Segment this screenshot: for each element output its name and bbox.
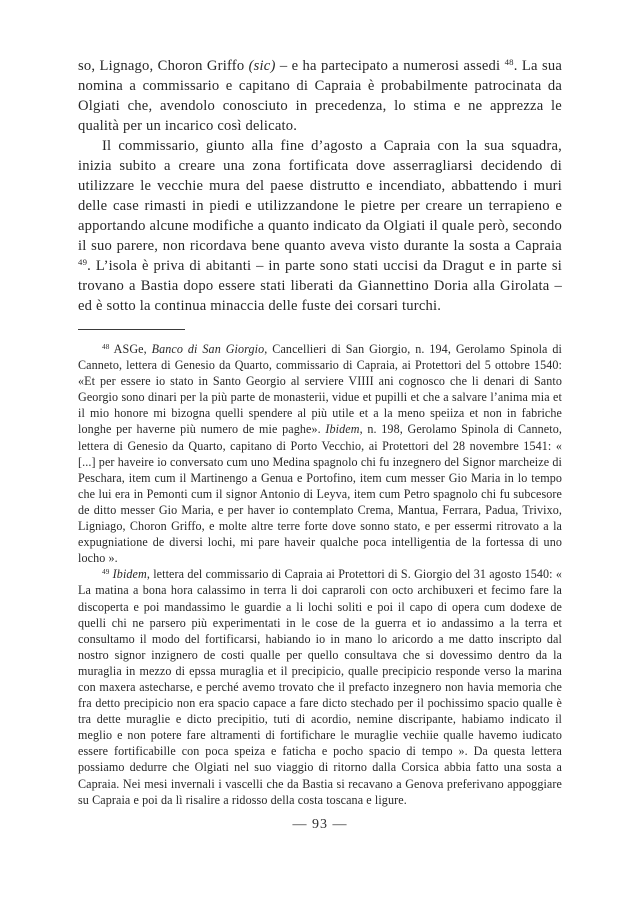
text-segment: . La sua nomina a commissario e capitano di Capraia è probabilmente patrocinata da Olgiati che, avendolo conosciuto in precedenza, lo stima e ne apprezza le qualità per un incarico così delicato. <box>78 58 562 134</box>
footnote <box>78 341 562 566</box>
text-segment: – e ha partecipato a numerosi assedi <box>275 58 505 74</box>
page-number: — 93 — <box>292 816 348 832</box>
page-footer <box>78 817 562 833</box>
paragraph <box>78 136 562 316</box>
text-segment: Ibidem <box>325 422 360 437</box>
footnote <box>78 566 562 807</box>
main-text <box>78 56 562 316</box>
text-segment: . L’isola è priva di abitanti – in parte sono stati uccisi da Dragut e in parte si trovano a Bastia dopo essere stati liberati da Giannettino Doria alla Girolata – ed è sotto la continua minaccia delle fuste dei corsari turchi. <box>78 258 562 314</box>
footnote-separator <box>78 329 185 330</box>
footnote-marker: 49 <box>102 568 110 577</box>
text-segment: , lettera del commissario di Capraia ai Protettori di S. Giorgio del 31 agosto 1540: « La matina a bona hora calassimo in terra li doi capraroli con octo archibuxeri et fecimo fare la discoperta e poi mandassimo le guardie a li lochi soliti e poi il capo di opera cum dodexe de quelli chi ne parsero più experimentati in le cose de la guerra et io andassimo a la terra et consultamo il modo del fortificarsi, habiando io in mano lo aricordo a me datto inscripto dal nostro signor inzignero de costi qualle per quello consultava che si dovessimo dentro da la muraglia in mezzo di epssa muraglia et il precipicio, qualle precipicio responde verso la marina con maxera astecharse, e perché avemo trovato che il prefacto inzegnero non havia memoria che fra detto precipicio non era spacio capace a fare dicto stechado per il pochissimo spacio qualle è tra dette muraglie e dicto precipitio, tuti di acordio, nemine discripante, habiamo indicato il meglio e non potere fare altramenti di fortifichare le muraglie vechiie qualle havemo iudicato essere fortificabille con poca speiza e faticha e pocho spacio di tempo ». Da questa lettera possiamo dedurre che Olgiati nel suo viaggio di ritorno dalla Corsica abbia fatto una sosta a Capraia. Nei mesi invernali i vascelli che da Bastia si recavano a Genova preferivano appoggiare su Capraia e poi da lì risalire a ridosso della costa toscana e ligure. <box>78 567 563 807</box>
text-segment: , n. 198, Gerolamo Spinola di Canneto, lettera di Genesio da Quarto, capitano di Porto Vecchio, ai Protettori del 28 novembre 1541: « [...] per haveire io conversato cum uno Medina spagnolo chi fu inzegnero del Signor marcheize di Peschara, item cum il Martinengo a Genua e Portofino, item cum messer Gio Maria in lo tempo che lui era in Pemonti cum il signor Antonio di Leyva, item cum Petro spagnolo chi fu subcesore de ditto messer Gio Maria, e per haver io contemplato Crema, Mantua, Ferrara, Padua, Trivixo, Ligniago, Choron Griffo, e molte altre terre forte dove sonno stato, e per essermi ritrovato a la expugniatione de diversi lochi, mi pare haveir qualche poca intelligentia de la fortessa di uno locho ». <box>78 422 562 566</box>
text-segment: (sic) <box>248 58 276 74</box>
footnote-reference: 49 <box>78 257 88 268</box>
text-segment: so, Lignago, Choron Griffo <box>78 58 249 74</box>
text-segment: , Cancellieri di San Giorgio, n. 194, Gerolamo Spinola di Canneto, lettera di Genesio da Quarto, commissario di Capraia, ai Protettori del 5 ottobre 1540: «Et per essere io stato in Santo Georgio al serviere VIIII ani cognosco che li denari di Santo Georgio sono dinari per la più parte de monasterii, vidue et pupilli et che a salvare l’anima mia et il mio honore mi bizogna quelli spendere al più utile et a la meno speiiza et non in fabriche longhe per haverne più numero de mie paghe». <box>78 342 562 437</box>
text-segment: Ibidem <box>112 567 147 582</box>
text-segment: Banco di San Giorgio <box>151 342 265 356</box>
text-segment: ASGe, <box>109 342 152 356</box>
text-segment: Il commissario, giunto alla fine d’agosto a Capraia con la sua squadra, inizia subito a creare una zona fortificata dove asserragliarsi decidendo di utilizzare le vecchie mura del paese distrutto e incendiato, abbattendo i muri delle case rimasti in piedi e utilizzandone le pietre per creare un terrapieno e apportando alcune modifiche a quanto indicato da Olgiati il quale però, secondo il suo parere, non ricordava bene quanto aveva visto durante la sosta a Capraia <box>78 138 562 254</box>
footnotes <box>78 341 562 808</box>
footnote-reference: 48 <box>504 57 514 68</box>
footnote-marker: 48 <box>102 343 110 352</box>
paragraph <box>78 56 562 136</box>
